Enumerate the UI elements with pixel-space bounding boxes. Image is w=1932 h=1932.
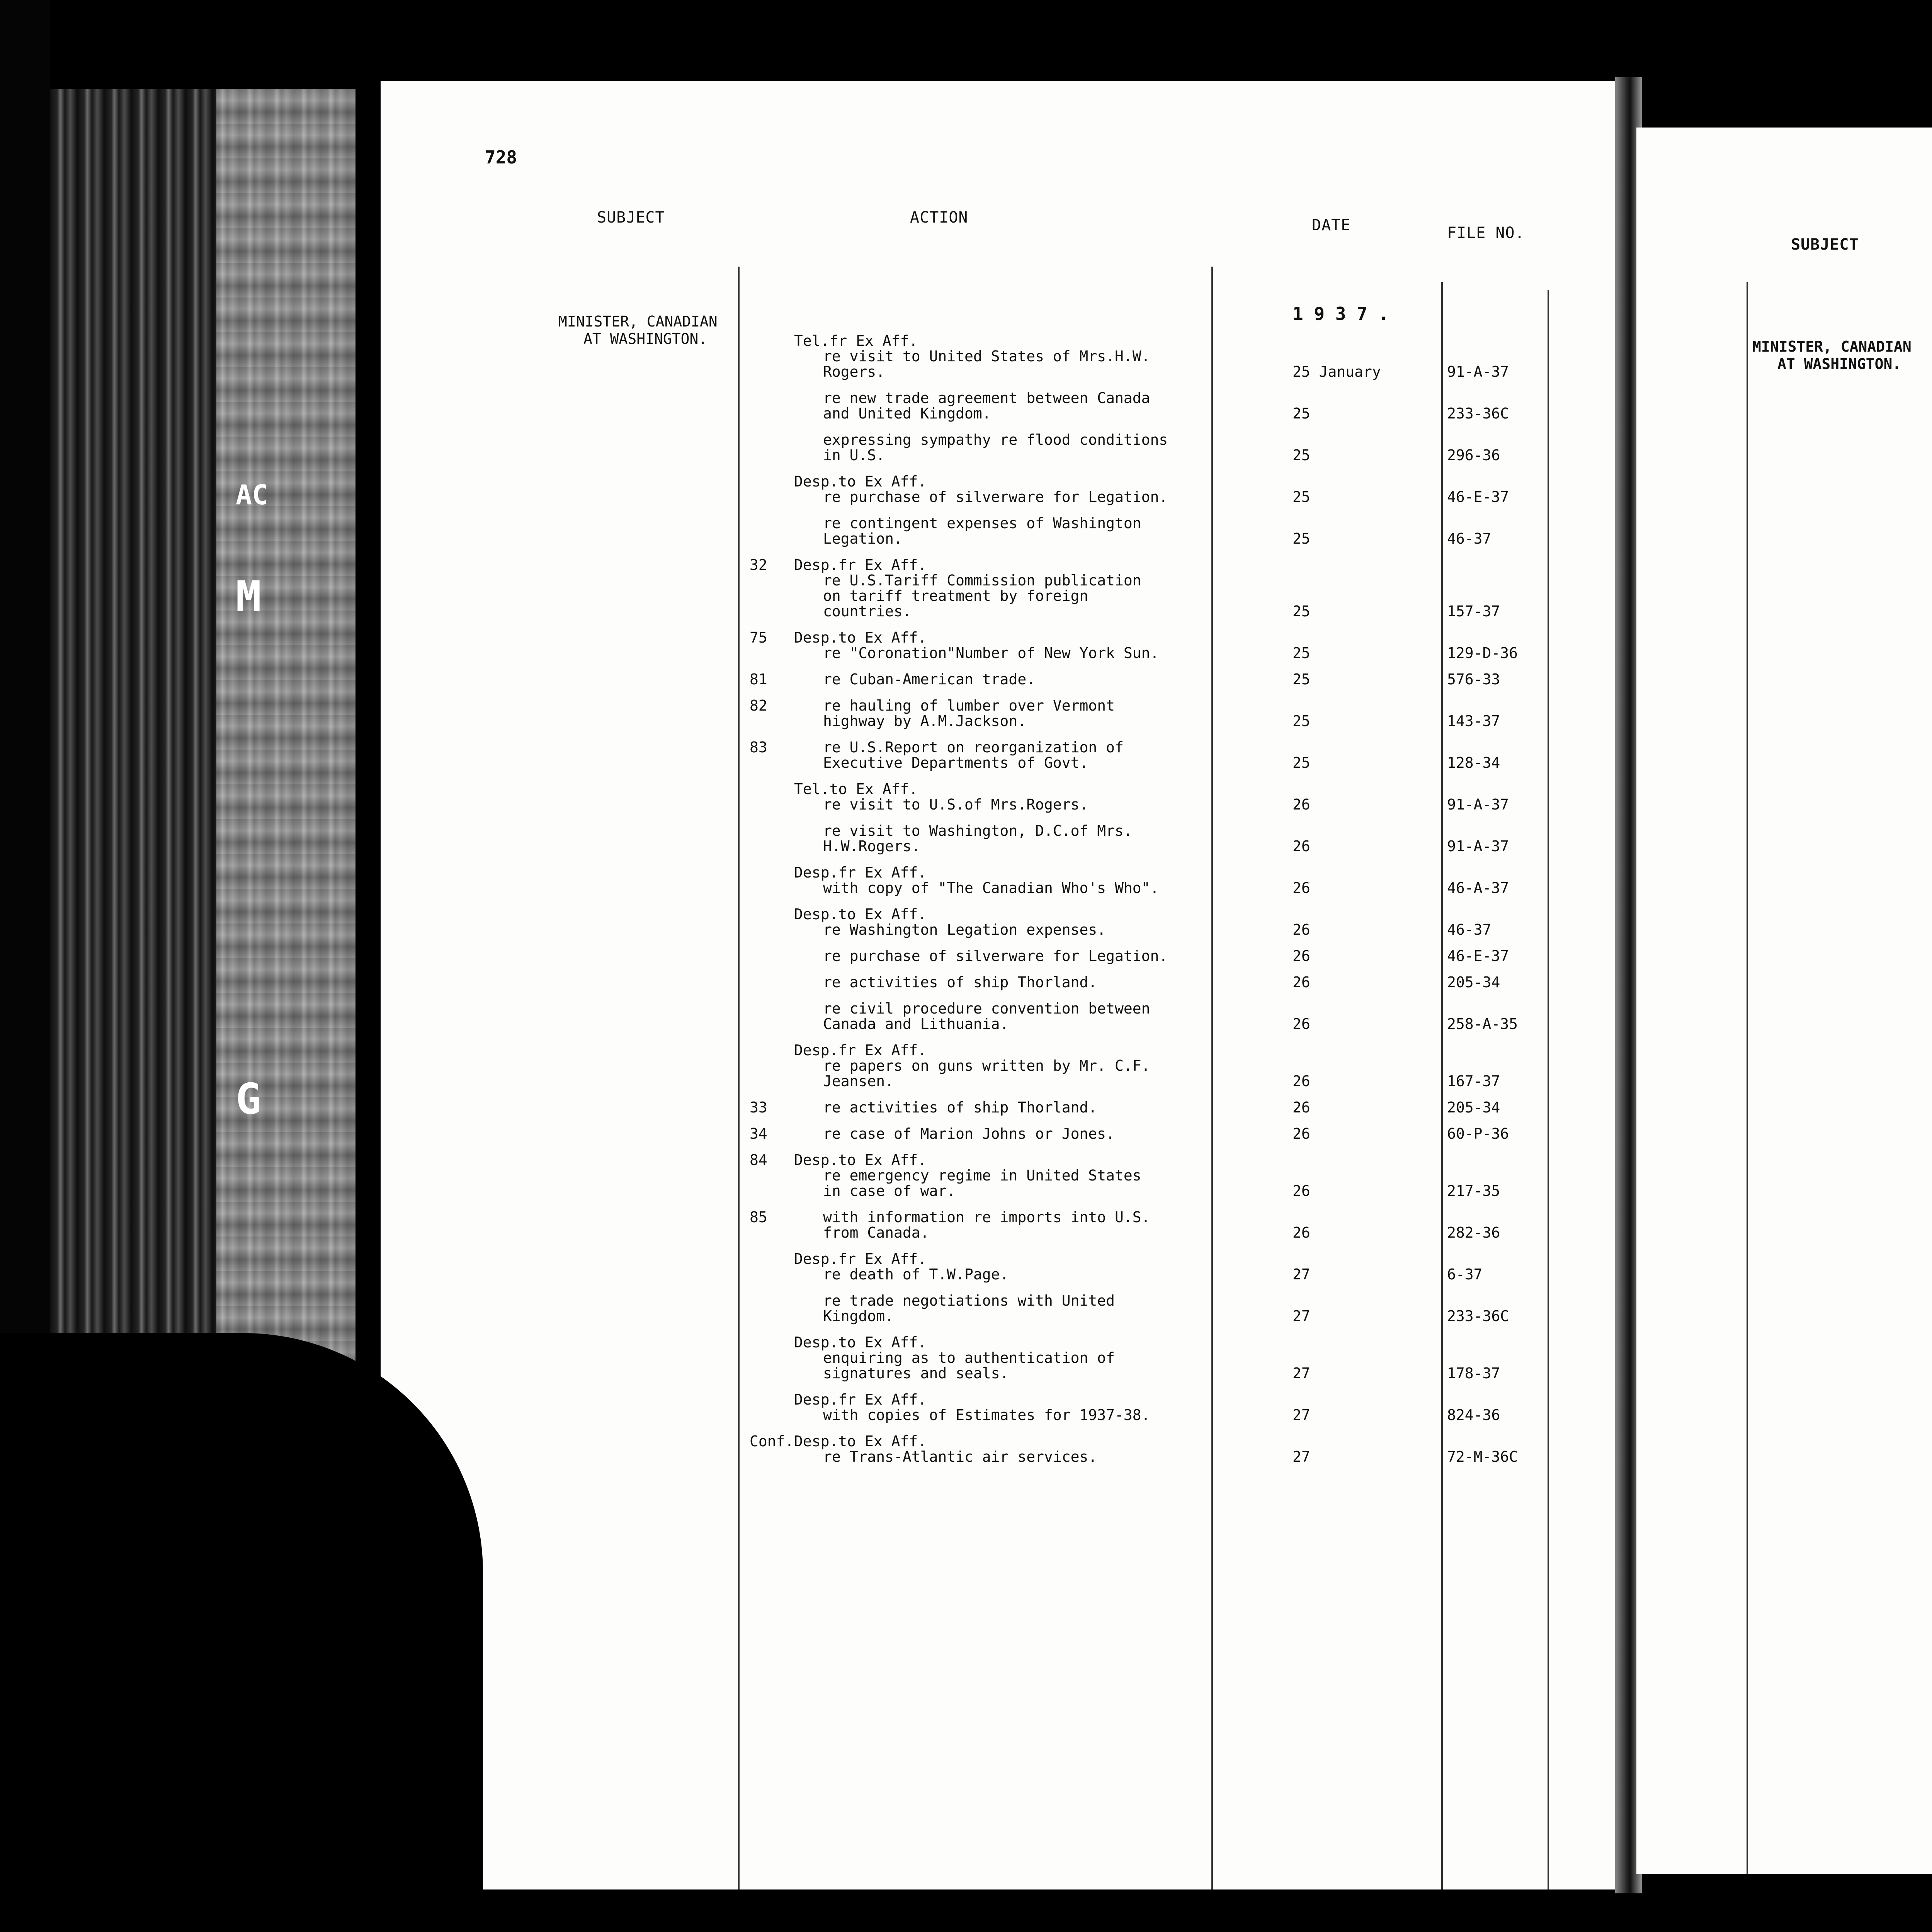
year-label: 1 9 3 7 .: [1293, 303, 1389, 324]
entry-action-line: re "Coronation"Number of New York Sun.: [823, 645, 1159, 662]
entry-action-line: on tariff treatment by foreign: [823, 587, 1088, 604]
header-subject: SUBJECT: [597, 209, 665, 226]
subject-line: MINISTER, CANADIAN: [1752, 338, 1912, 355]
entry-file-number: 233-36C: [1447, 1308, 1509, 1325]
entry-action-line: with information re imports into U.S.: [823, 1209, 1150, 1226]
column-divider: [1548, 290, 1549, 1889]
entry-file-number: 46-E-37: [1447, 947, 1509, 964]
entry-number: 32: [750, 556, 767, 573]
entry-action-line: highway by A.M.Jackson.: [823, 713, 1027, 730]
entry-date: 27: [1293, 1266, 1310, 1283]
entry-file-number: 157-37: [1447, 603, 1500, 620]
entry-date: 26: [1293, 1224, 1310, 1241]
entry-date: 27: [1293, 1448, 1310, 1465]
header-action: ACTION: [910, 209, 968, 226]
entry-action-line: re civil procedure convention between: [823, 1000, 1150, 1017]
entry-action-line: in case of war.: [823, 1182, 956, 1199]
entry-action-line: re visit to U.S.of Mrs.Rogers.: [823, 796, 1088, 813]
entry-action-line: Desp.to Ex Aff.: [794, 1433, 927, 1450]
entry-date: 26: [1293, 1015, 1310, 1032]
entry-date: 26: [1293, 1125, 1310, 1142]
entry-number: 81: [750, 671, 767, 688]
spine-label: AC: [236, 479, 269, 511]
entry-date: 26: [1293, 1073, 1310, 1090]
entry-date: 25: [1293, 671, 1310, 688]
entry-file-number: 91-A-37: [1447, 838, 1509, 855]
spine-label: G: [236, 1074, 262, 1124]
entry-date: 26: [1293, 838, 1310, 855]
entry-date: 25: [1293, 645, 1310, 662]
column-divider: [1211, 267, 1213, 1889]
column-divider: [738, 267, 740, 1889]
entry-action-line: re U.S.Tariff Commission publication: [823, 572, 1141, 589]
entry-file-number: 46-A-37: [1447, 879, 1509, 896]
entry-date: 25: [1293, 603, 1310, 620]
subject-line: MINISTER, CANADIAN: [558, 313, 718, 330]
entry-date: 26: [1293, 947, 1310, 964]
entry-file-number: 91-A-37: [1447, 363, 1509, 380]
entry-date: 25: [1293, 713, 1310, 730]
entry-date: 25: [1293, 530, 1310, 547]
column-divider: [1441, 282, 1443, 1889]
subject-line: AT WASHINGTON.: [1777, 355, 1901, 372]
entry-date: 25: [1293, 488, 1310, 505]
entry-file-number: 576-33: [1447, 671, 1500, 688]
entry-number: 33: [750, 1099, 767, 1116]
entry-number: 85: [750, 1209, 767, 1226]
entry-action-line: re activities of ship Thorland.: [823, 974, 1097, 991]
entry-action-line: Rogers.: [823, 363, 885, 380]
entry-file-number: 233-36C: [1447, 405, 1509, 422]
entry-action-line: Desp.fr Ex Aff.: [794, 1042, 927, 1059]
entry-action-line: countries.: [823, 603, 912, 620]
entry-action-line: re papers on guns written by Mr. C.F.: [823, 1057, 1150, 1074]
entry-date: 27: [1293, 1406, 1310, 1423]
entry-file-number: 824-36: [1447, 1406, 1500, 1423]
entry-file-number: 217-35: [1447, 1182, 1500, 1199]
entry-action-line: Executive Departments of Govt.: [823, 754, 1088, 771]
entry-action-line: expressing sympathy re flood conditions: [823, 431, 1168, 448]
entry-file-number: 282-36: [1447, 1224, 1500, 1241]
entry-file-number: 46-37: [1447, 921, 1492, 938]
entry-action-line: enquiring as to authentication of: [823, 1349, 1115, 1366]
entry-date: 26: [1293, 974, 1310, 991]
entry-action-line: re new trade agreement between Canada: [823, 389, 1150, 406]
entry-file-number: 296-36: [1447, 447, 1500, 464]
subject-line: AT WASHINGTON.: [583, 330, 707, 347]
right-ledger-page: [1636, 128, 1932, 1874]
entry-action-line: Legation.: [823, 530, 903, 547]
entry-action-line: re visit to United States of Mrs.H.W.: [823, 348, 1150, 365]
entry-date: 25 January: [1293, 363, 1381, 380]
entry-file-number: 258-A-35: [1447, 1015, 1518, 1032]
entry-file-number: 60-P-36: [1447, 1125, 1509, 1142]
left-ledger-page: [381, 81, 1617, 1889]
entry-action-line: Desp.fr Ex Aff.: [794, 1391, 927, 1408]
entry-action-line: from Canada.: [823, 1224, 929, 1241]
hand-silhouette: [0, 1333, 483, 1932]
entry-action-line: re U.S.Report on reorganization of: [823, 739, 1124, 756]
entry-action-line: signatures and seals.: [823, 1365, 1009, 1382]
entry-action-line: Desp.to Ex Aff.: [794, 1151, 927, 1168]
entry-action-line: Desp.to Ex Aff.: [794, 473, 927, 490]
page-number: 728: [485, 147, 517, 168]
entry-action-line: re purchase of silverware for Legation.: [823, 488, 1168, 505]
entry-action-line: H.W.Rogers.: [823, 838, 920, 855]
entry-action-line: Desp.to Ex Aff.: [794, 629, 927, 646]
entry-action-line: Desp.fr Ex Aff.: [794, 556, 927, 573]
entry-date: 27: [1293, 1308, 1310, 1325]
header-file-no: FILE NO.: [1447, 224, 1525, 242]
entry-action-line: Tel.fr Ex Aff.: [794, 332, 918, 349]
entry-file-number: 128-34: [1447, 754, 1500, 771]
entry-number: 34: [750, 1125, 767, 1142]
entry-date: 26: [1293, 921, 1310, 938]
entry-file-number: 46-E-37: [1447, 488, 1509, 505]
entry-action-line: re case of Marion Johns or Jones.: [823, 1125, 1115, 1142]
entry-file-number: 178-37: [1447, 1365, 1500, 1382]
entry-action-line: re visit to Washington, D.C.of Mrs.: [823, 822, 1133, 839]
entry-action-line: re Washington Legation expenses.: [823, 921, 1106, 938]
entry-date: 26: [1293, 1099, 1310, 1116]
entry-action-line: re Cuban-American trade.: [823, 671, 1036, 688]
entry-file-number: 205-34: [1447, 1099, 1500, 1116]
entry-action-line: re contingent expenses of Washington: [823, 515, 1141, 532]
header-date: DATE: [1312, 216, 1351, 234]
entry-action-line: Desp.to Ex Aff.: [794, 1334, 927, 1351]
entry-action-line: re death of T.W.Page.: [823, 1266, 1009, 1283]
entry-file-number: 205-34: [1447, 974, 1500, 991]
entry-date: 25: [1293, 405, 1310, 422]
entry-file-number: 129-D-36: [1447, 645, 1518, 662]
entry-number: Conf.: [750, 1433, 794, 1450]
entry-file-number: 167-37: [1447, 1073, 1500, 1090]
entry-date: 26: [1293, 796, 1310, 813]
entry-file-number: 143-37: [1447, 713, 1500, 730]
entry-action-line: in U.S.: [823, 447, 885, 464]
entry-action-line: Desp.fr Ex Aff.: [794, 1250, 927, 1267]
entry-action-line: Canada and Lithuania.: [823, 1015, 1009, 1032]
entry-action-line: re emergency regime in United States: [823, 1167, 1141, 1184]
entry-action-line: with copies of Estimates for 1937-38.: [823, 1406, 1150, 1423]
entry-date: 27: [1293, 1365, 1310, 1382]
entry-action-line: Jeansen.: [823, 1073, 894, 1090]
entry-number: 82: [750, 697, 767, 714]
entry-number: 83: [750, 739, 767, 756]
entry-action-line: Kingdom.: [823, 1308, 894, 1325]
entry-file-number: 72-M-36C: [1447, 1448, 1518, 1465]
entry-action-line: re trade negotiations with United: [823, 1292, 1115, 1309]
entry-number: 84: [750, 1151, 767, 1168]
entry-action-line: Desp.fr Ex Aff.: [794, 864, 927, 881]
entry-action-line: re hauling of lumber over Vermont: [823, 697, 1115, 714]
entry-number: 75: [750, 629, 767, 646]
entry-date: 25: [1293, 754, 1310, 771]
entry-action-line: re purchase of silverware for Legation.: [823, 947, 1168, 964]
entry-action-line: re activities of ship Thorland.: [823, 1099, 1097, 1116]
entry-action-line: Tel.to Ex Aff.: [794, 781, 918, 798]
entry-file-number: 91-A-37: [1447, 796, 1509, 813]
column-divider: [1747, 282, 1748, 1874]
header-subject: SUBJECT: [1791, 236, 1859, 253]
entry-action-line: with copy of "The Canadian Who's Who".: [823, 879, 1159, 896]
entry-date: 25: [1293, 447, 1310, 464]
entry-action-line: and United Kingdom.: [823, 405, 991, 422]
entry-date: 26: [1293, 1182, 1310, 1199]
entry-file-number: 6-37: [1447, 1266, 1483, 1283]
entry-date: 26: [1293, 879, 1310, 896]
entry-action-line: Desp.to Ex Aff.: [794, 906, 927, 923]
entry-action-line: re Trans-Atlantic air services.: [823, 1448, 1097, 1465]
spine-label: M: [236, 572, 262, 621]
entry-file-number: 46-37: [1447, 530, 1492, 547]
